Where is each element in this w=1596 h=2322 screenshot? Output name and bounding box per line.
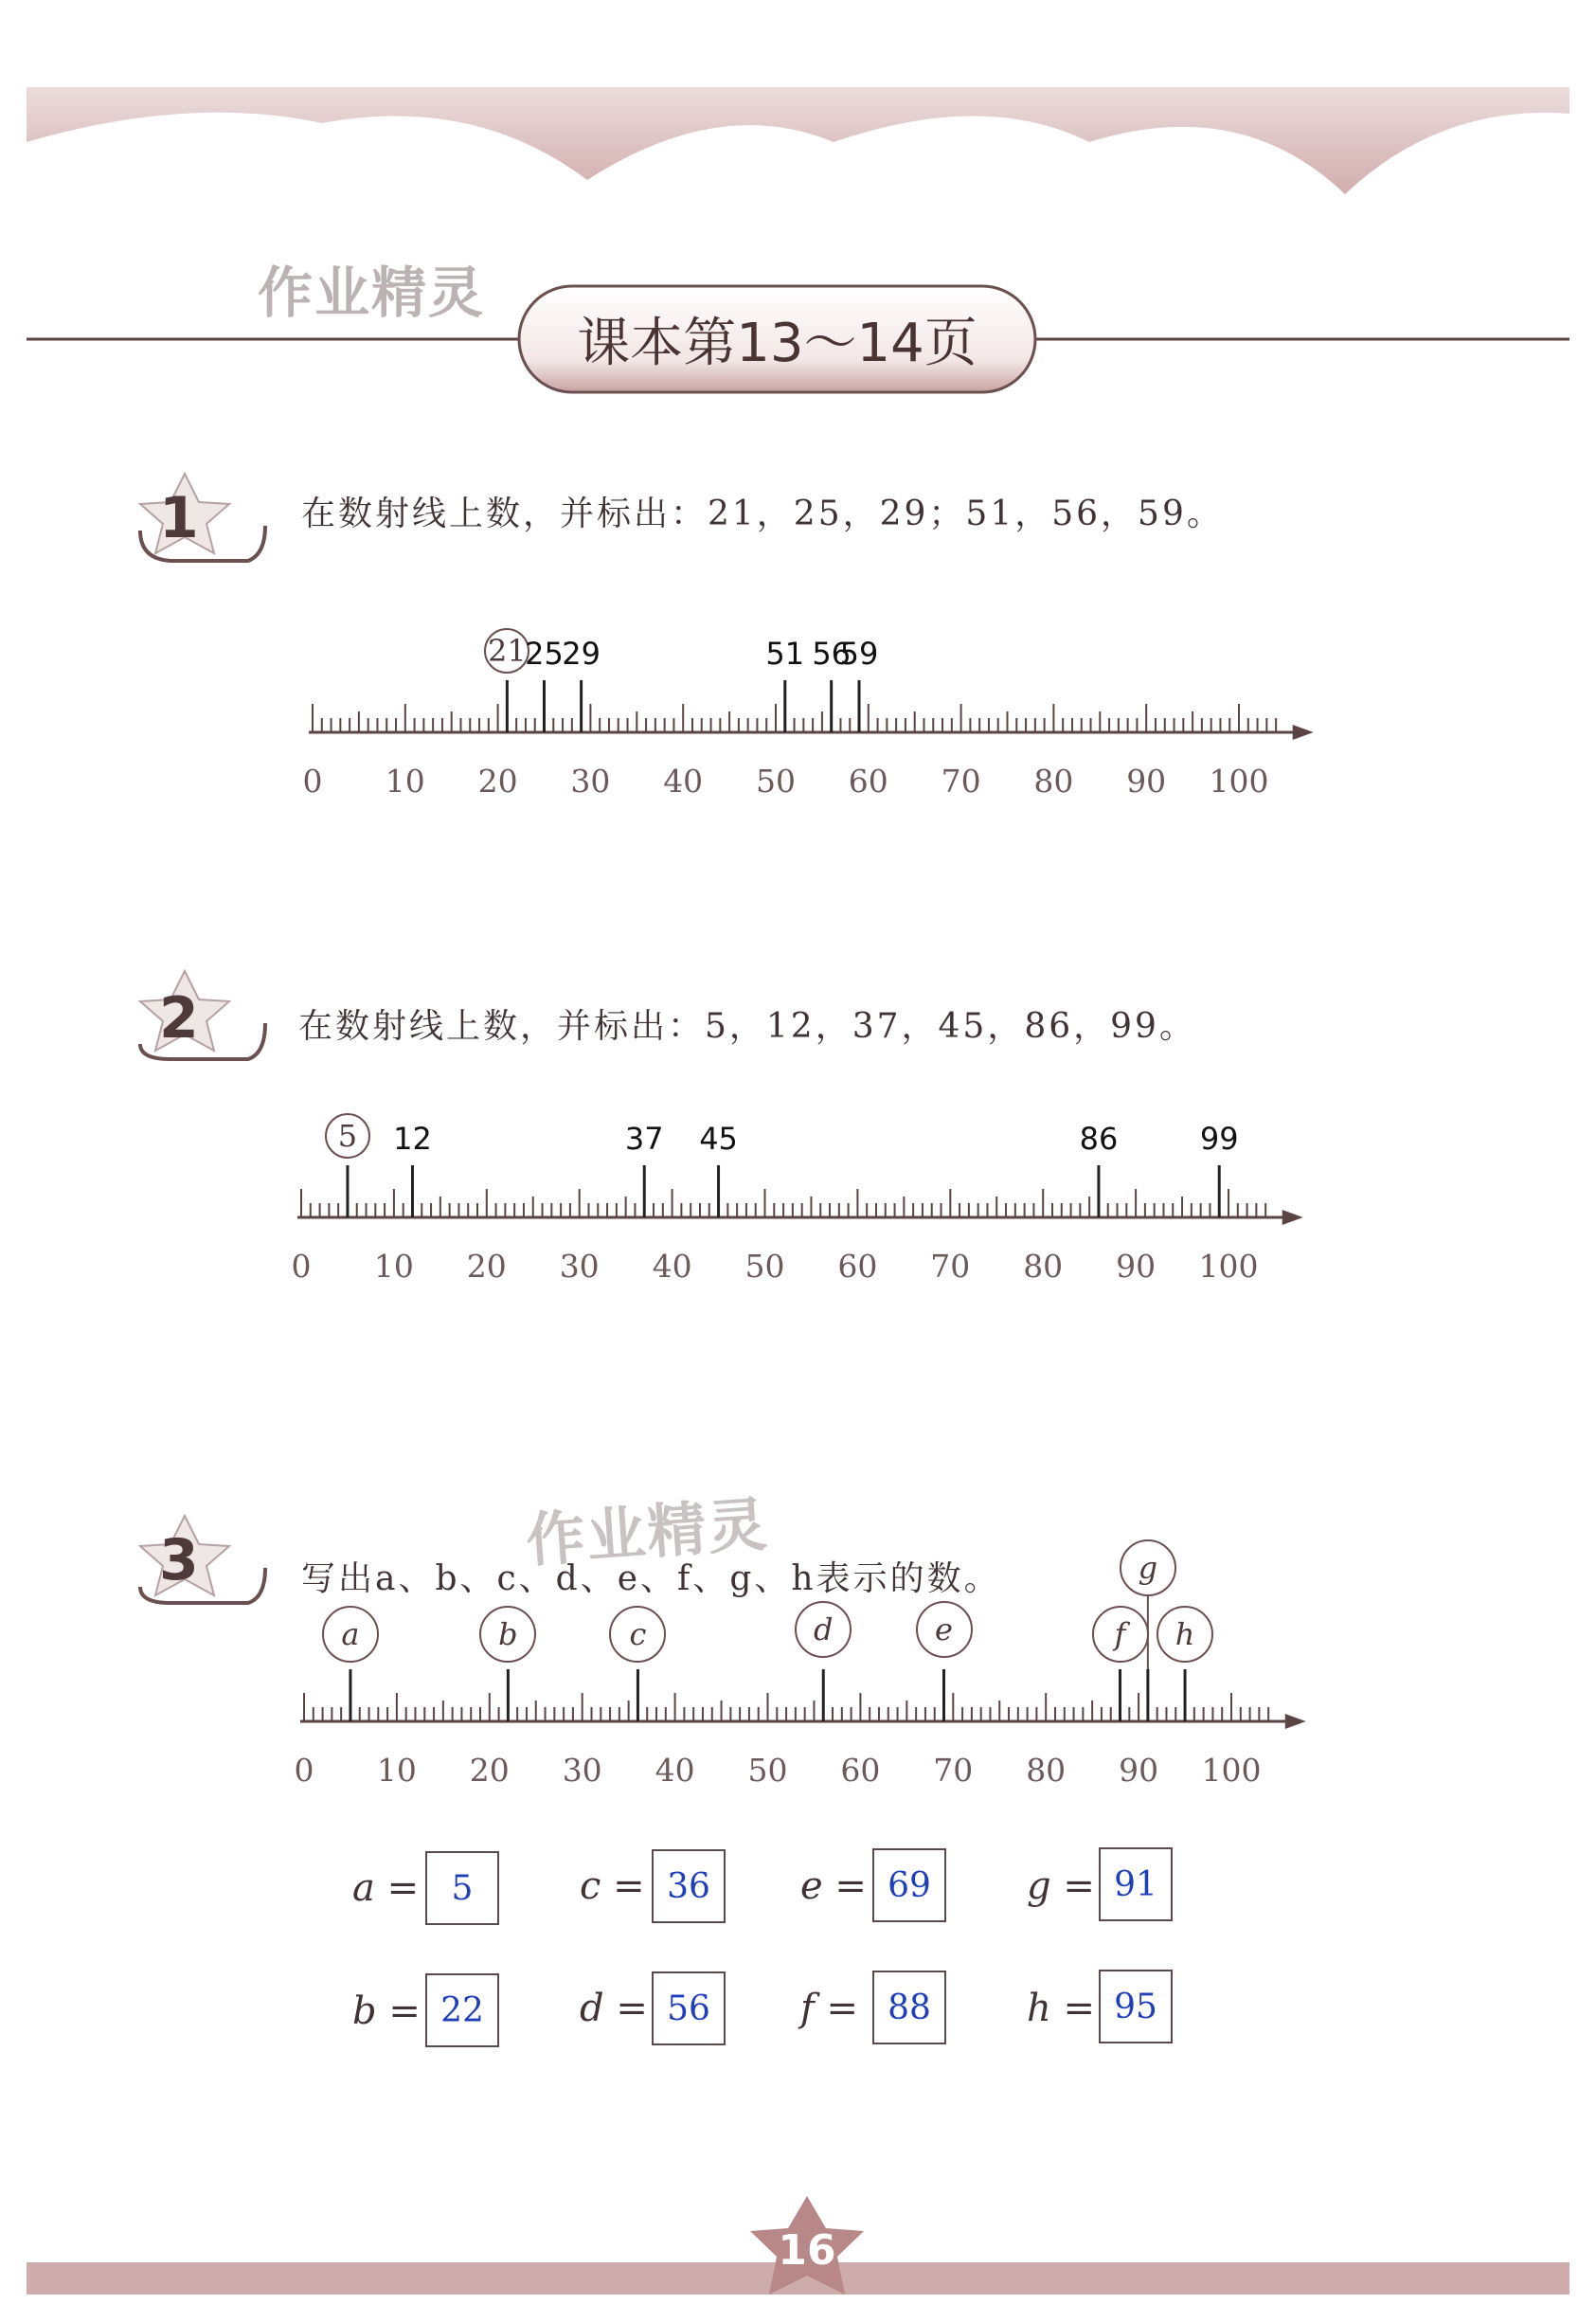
mark-label: 86 [1079,1121,1119,1157]
circled-mark-label: 5 [325,1113,370,1159]
tick-label: 50 [756,763,796,800]
tick-label: 10 [373,1248,414,1285]
answer-e-box[interactable]: 69 [872,1848,946,1922]
tick-label: 60 [837,1248,878,1285]
page-number: 16 [778,2225,836,2275]
tick-label: 30 [559,1248,600,1285]
answer-e-label: e = [800,1864,867,1908]
tick-label: 80 [1033,763,1074,800]
mark-label: 99 [1199,1121,1239,1157]
question-number-3: 3 [159,1527,199,1593]
letter-mark-label: d [795,1601,852,1658]
mark-label: 29 [562,636,601,672]
tick-label: 70 [930,1248,971,1285]
mark-label: 37 [624,1121,664,1157]
mark-label: 45 [699,1121,738,1157]
answer-d-label: d = [580,1987,648,2030]
tick-label: 60 [840,1752,881,1789]
tick-label: 80 [1026,1752,1067,1789]
letter-mark-label: a [322,1606,379,1663]
watermark-top: 作业精灵 [258,261,486,325]
page-title: 课本第13～14页 [577,312,977,374]
tick-label: 50 [744,1248,785,1285]
answer-c-label: c = [580,1864,645,1908]
watermark-middle: 作业精灵 [524,1489,771,1575]
mark-label: 59 [839,636,879,672]
tick-label: 70 [933,1752,974,1789]
answer-f-box[interactable]: 88 [872,1971,946,2044]
tick-label: 60 [848,763,888,800]
question-text-2: 在数射线上数，并标出：5，12，37，45，86，99。 [298,1007,1196,1046]
answer-b-label: b = [352,1989,421,2033]
answer-g-box[interactable]: 91 [1099,1847,1173,1921]
axis-arrow [1285,1714,1306,1729]
tick-label: 0 [291,1248,312,1285]
mark-label: 51 [765,636,805,672]
question-number-2: 2 [159,985,199,1052]
tick-label: 90 [1126,763,1167,800]
answer-a-label: a = [352,1866,420,1910]
tick-label: 40 [652,1248,692,1285]
tick-label: 100 [1201,1752,1262,1789]
answer-a-box[interactable]: 5 [425,1851,499,1925]
tick-label: 20 [477,763,518,800]
tick-label: 30 [570,763,611,800]
letter-mark-label: f [1092,1606,1149,1663]
letter-mark-label: g [1120,1539,1176,1596]
circled-mark-label: 21 [484,628,529,674]
letter-mark-label: h [1157,1606,1213,1663]
answer-f-label: f = [800,1987,859,2030]
answer-c-box[interactable]: 36 [652,1849,726,1923]
tick-label: 0 [294,1752,314,1789]
tick-label: 30 [562,1752,602,1789]
tick-label: 20 [466,1248,507,1285]
tick-label: 20 [469,1752,510,1789]
answer-b-box[interactable]: 22 [425,1973,499,2047]
tick-label: 50 [747,1752,788,1789]
answer-h-box[interactable]: 95 [1099,1970,1173,2043]
tick-label: 80 [1023,1248,1064,1285]
tick-label: 70 [941,763,981,800]
letter-mark-label: c [609,1606,666,1663]
tick-label: 100 [1198,1248,1259,1285]
answer-g-label: g = [1027,1864,1095,1908]
question-text-1: 在数射线上数，并标出：21，25，29；51，56，59。 [301,495,1224,533]
tick-label: 40 [655,1752,695,1789]
tick-label: 0 [302,763,323,800]
tick-label: 100 [1209,763,1269,800]
answer-d-box[interactable]: 56 [652,1971,726,2045]
letter-mark-label: b [479,1606,536,1663]
tick-label: 90 [1119,1752,1159,1789]
mark-label: 56 [812,636,852,672]
tick-label: 40 [663,763,704,800]
mark-label: 25 [525,636,564,672]
tick-label: 90 [1116,1248,1157,1285]
question-text-3: 写出a、b、c、d、e、f、g、h表示的数。 [301,1559,1001,1598]
answer-h-label: h = [1027,1987,1095,2030]
mark-label: 12 [393,1121,432,1157]
question-number-1: 1 [159,485,199,551]
tick-label: 10 [385,763,425,800]
letter-mark-label: e [916,1601,973,1658]
tick-label: 10 [376,1752,417,1789]
